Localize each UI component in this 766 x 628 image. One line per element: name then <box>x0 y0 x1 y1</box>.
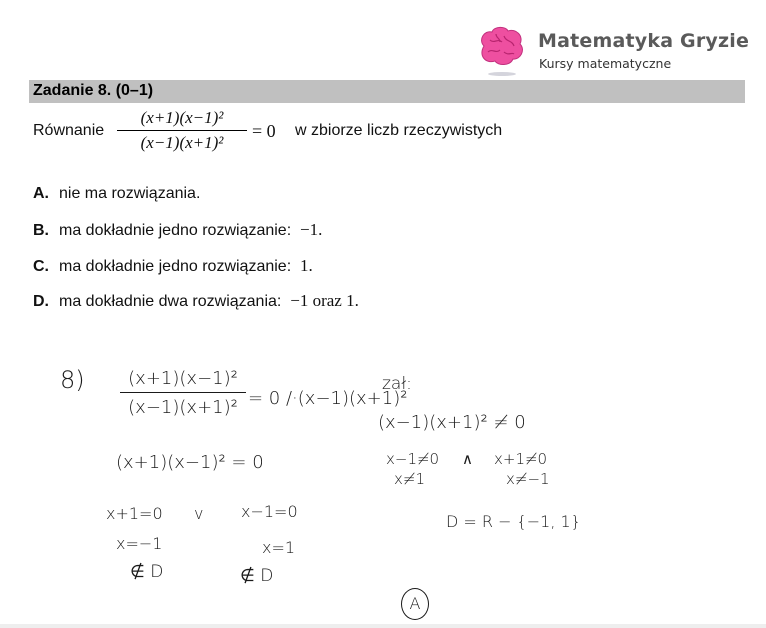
option-text: ma dokładnie jedno rozwiązanie: <box>59 222 292 239</box>
hw-zal-expression: (x−1)(x+1)² ≠ 0 <box>378 412 526 433</box>
fraction-denominator: (x−1)(x+1)² <box>140 133 224 152</box>
option-letter: A. <box>33 185 49 202</box>
hw-zal-right: x+1≠0 <box>494 450 548 468</box>
hw-case2-note: ∉ D <box>240 566 274 586</box>
logo-shadow <box>488 72 516 76</box>
option-letter: D. <box>33 293 49 310</box>
option-c[interactable] <box>33 256 313 276</box>
hw-domain: D = R − {−1, 1} <box>446 512 581 531</box>
option-text: nie ma rozwiązania. <box>59 185 201 202</box>
option-text: ma dokładnie dwa rozwiązania: <box>59 293 282 310</box>
question-lead: Równanie <box>33 122 105 139</box>
hw-simplified-equation: (x+1)(x−1)² = 0 <box>116 452 264 473</box>
option-value: −1 oraz 1. <box>290 291 359 310</box>
option-value: 1. <box>300 256 313 275</box>
bottom-edge <box>0 624 766 628</box>
hw-zal-label: zał: <box>382 374 412 394</box>
brand-logo <box>474 24 764 78</box>
equation-equals: = 0 <box>252 121 276 141</box>
hw-zal-right-result: x≠−1 <box>506 470 550 488</box>
hw-zal-left: x−1≠0 <box>386 450 440 468</box>
brain-icon <box>476 26 526 70</box>
hw-case1-result: x=−1 <box>116 534 163 553</box>
equation-fraction <box>117 108 247 153</box>
hw-or-symbol: v <box>194 504 204 523</box>
hw-and-symbol: ∧ <box>462 450 473 468</box>
hw-answer-circle: A <box>401 588 429 620</box>
hw-case1: x+1=0 <box>106 504 163 523</box>
brand-name: Matematyka Gryzie <box>538 30 750 52</box>
hw-numerator: (x+1)(x−1)² <box>120 368 246 393</box>
question-statement <box>33 108 633 164</box>
hw-case2: x−1=0 <box>241 502 298 521</box>
option-a[interactable] <box>33 185 200 203</box>
hw-denominator: (x−1)(x+1)² <box>128 397 238 418</box>
option-value: −1. <box>300 220 323 239</box>
option-b[interactable] <box>33 220 322 240</box>
option-letter: C. <box>33 258 49 275</box>
option-text: ma dokładnie jedno rozwiązanie: <box>59 258 292 275</box>
task-header-bar <box>29 80 745 103</box>
question-tail: w zbiorze liczb rzeczywistych <box>295 122 503 139</box>
task-title: Zadanie 8. (0–1) <box>33 82 154 99</box>
fraction-numerator: (x+1)(x−1)² <box>117 108 247 131</box>
hw-zal-left-result: x≠1 <box>394 470 425 488</box>
hw-case1-note: ∉ D <box>130 562 164 582</box>
option-d[interactable] <box>33 291 359 311</box>
hw-equation-rhs: = 0 /·(x−1)(x+1)² <box>248 388 408 409</box>
brand-subtitle: Kursy matematyczne <box>539 56 672 71</box>
hw-case2-result: x=1 <box>262 538 296 557</box>
hw-fraction <box>120 368 246 418</box>
option-letter: B. <box>33 222 49 239</box>
hw-task-number: 8) <box>60 366 85 394</box>
